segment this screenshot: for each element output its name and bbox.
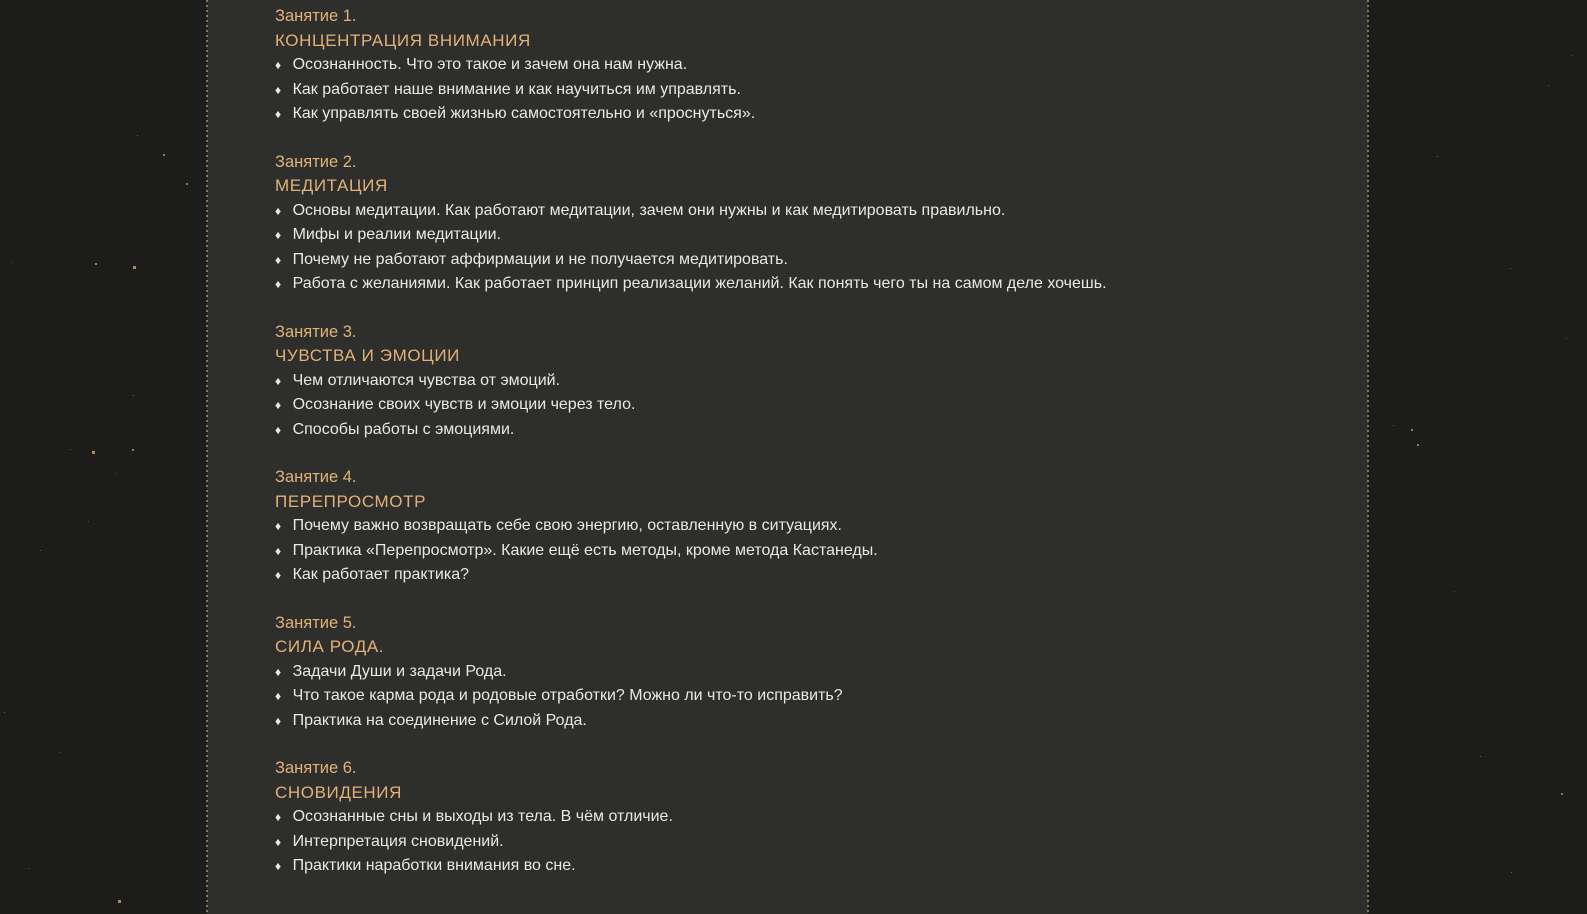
star-dot (118, 900, 121, 903)
lesson-items (275, 514, 1328, 588)
lesson-item-text: Задачи Души и задачи Рода. (292, 662, 507, 680)
lesson-item-text: Практика «Перепросмотр». Какие ещё есть методы, кроме метода Кастанеды. (292, 541, 878, 559)
lesson-item-text: Работа с желаниями. Как работает принцип реализации желаний. Как понять чего ты на самом деле хочешь. (292, 275, 1107, 292)
lesson-item (275, 369, 1328, 394)
star-dot (163, 154, 165, 156)
star-dot (1510, 268, 1511, 269)
lesson-item (275, 102, 1328, 127)
star-dot (88, 521, 89, 522)
diamond-bullet-icon: ♦ (275, 689, 282, 703)
star-dot (137, 135, 138, 136)
diamond-bullet-icon: ♦ (275, 713, 282, 728)
lesson-item (275, 539, 1328, 564)
course-program-panel (207, 0, 1368, 914)
diamond-bullet-icon: ♦ (275, 203, 282, 218)
lesson-item-text: Основы медитации. Как работают медитации, зачем они нужны и как медитировать правильно. (292, 201, 1006, 219)
star-dot (60, 752, 61, 753)
lesson-item (275, 805, 1328, 830)
star-dot (28, 868, 29, 869)
lesson-item (275, 223, 1328, 248)
lesson-item (275, 393, 1328, 418)
diamond-bullet-icon: ♦ (275, 422, 282, 437)
star-dot (186, 183, 188, 185)
diamond-bullet-icon: ♦ (275, 519, 282, 533)
lesson-block (275, 611, 1328, 734)
lesson-items (275, 53, 1328, 127)
lesson-title: СНОВИДЕНИЯ (275, 782, 402, 802)
star-dot (11, 262, 12, 263)
lesson-item (275, 684, 1328, 709)
lesson-block (275, 756, 1328, 879)
star-dot (116, 473, 117, 474)
lesson-item (275, 272, 1328, 297)
lesson-item-text: Способы работы с эмоциями. (292, 420, 515, 438)
star-dot (1480, 756, 1481, 757)
star-dot (1572, 55, 1573, 56)
diamond-bullet-icon: ♦ (275, 398, 282, 412)
lesson-items (275, 369, 1328, 443)
diamond-bullet-icon: ♦ (275, 252, 282, 267)
lesson-item-text: Осознанность. Что это такое и зачем она нам нужна. (292, 56, 688, 73)
lesson-item (275, 514, 1328, 539)
diamond-bullet-icon: ♦ (275, 834, 282, 849)
diamond-bullet-icon: ♦ (275, 277, 282, 291)
lesson-item-text: Как работает практика? (292, 566, 469, 583)
lesson-item (275, 418, 1328, 443)
lesson-items (275, 805, 1328, 879)
star-dot (133, 395, 134, 396)
lesson-item-text: Чем отличаются чувства от эмоций. (292, 371, 561, 389)
star-dot (1561, 793, 1563, 795)
lesson-item-text: Как работает наше внимание и как научиться им управлять. (292, 80, 741, 98)
lesson-item-text: Что такое карма рода и родовые отработки? Можно ли что-то исправить? (292, 687, 843, 704)
lesson-number: Занятие 3. (275, 322, 357, 341)
star-dot (1511, 872, 1512, 873)
star-dot (133, 266, 136, 269)
lesson-item (275, 660, 1328, 685)
lesson-item-text: Почему важно возвращать себе свою энергию, оставленную в ситуациях. (292, 517, 842, 534)
star-dot (4, 712, 5, 713)
lessons-list (207, 0, 1368, 879)
diamond-bullet-icon: ♦ (275, 810, 282, 824)
star-dot (1393, 425, 1394, 426)
lesson-items (275, 199, 1328, 297)
star-dot (95, 263, 97, 265)
diamond-bullet-icon: ♦ (275, 107, 282, 121)
diamond-bullet-icon: ♦ (275, 82, 282, 97)
lesson-item (275, 709, 1328, 734)
lesson-block (275, 465, 1328, 588)
lesson-item-text: Почему не работают аффирмации и не получается медитировать. (292, 250, 788, 268)
lesson-items (275, 660, 1328, 734)
star-dot (40, 550, 41, 551)
diamond-bullet-icon: ♦ (275, 373, 282, 388)
lesson-item-text: Мифы и реалии медитации. (292, 226, 502, 243)
star-dot (1454, 591, 1455, 592)
lesson-item (275, 854, 1328, 879)
lesson-item (275, 248, 1328, 273)
lesson-item (275, 78, 1328, 103)
lesson-block (275, 150, 1328, 297)
lesson-title: МЕДИТАЦИЯ (275, 176, 388, 195)
diamond-bullet-icon: ♦ (275, 228, 282, 242)
lesson-title: ЧУВСТВА И ЭМОЦИИ (275, 346, 460, 365)
star-dot (1566, 338, 1567, 339)
lesson-item (275, 53, 1328, 78)
diamond-bullet-icon: ♦ (275, 543, 282, 558)
lesson-item (275, 199, 1328, 224)
star-dot (1411, 429, 1413, 431)
diamond-bullet-icon: ♦ (275, 568, 282, 582)
lesson-number: Занятие 4. (275, 468, 357, 486)
lesson-item-text: Как управлять своей жизнью самостоятельно и «проснуться». (292, 105, 756, 122)
star-dot (1417, 444, 1419, 446)
lesson-title: ПЕРЕПРОСМОТР (275, 491, 427, 511)
lesson-title: КОНЦЕНТРАЦИЯ ВНИМАНИЯ (275, 30, 531, 50)
star-dot (1437, 156, 1438, 157)
lesson-item-text: Осознание своих чувств и эмоции через тело. (292, 396, 636, 413)
lesson-block (275, 320, 1328, 443)
lesson-item-text: Практика на соединение с Силой Рода. (292, 711, 587, 729)
lesson-item-text: Практики наработки внимания во сне. (292, 857, 576, 874)
lesson-item (275, 563, 1328, 588)
lesson-number: Занятие 1. (275, 7, 357, 25)
lesson-number: Занятие 6. (275, 759, 357, 777)
diamond-bullet-icon: ♦ (275, 58, 282, 72)
lesson-number: Занятие 5. (275, 613, 357, 632)
star-dot (1548, 85, 1549, 86)
lesson-item (275, 830, 1328, 855)
lesson-item-text: Интерпретация сновидений. (292, 832, 504, 850)
star-dot (70, 449, 71, 450)
lesson-title: СИЛА РОДА. (275, 637, 385, 656)
diamond-bullet-icon: ♦ (275, 664, 282, 679)
star-dot (92, 451, 95, 454)
lesson-number: Занятие 2. (275, 152, 357, 171)
star-dot (132, 449, 134, 451)
lesson-item-text: Осознанные сны и выходы из тела. В чём отличие. (292, 808, 673, 825)
lesson-block (275, 4, 1328, 127)
diamond-bullet-icon: ♦ (275, 859, 282, 873)
